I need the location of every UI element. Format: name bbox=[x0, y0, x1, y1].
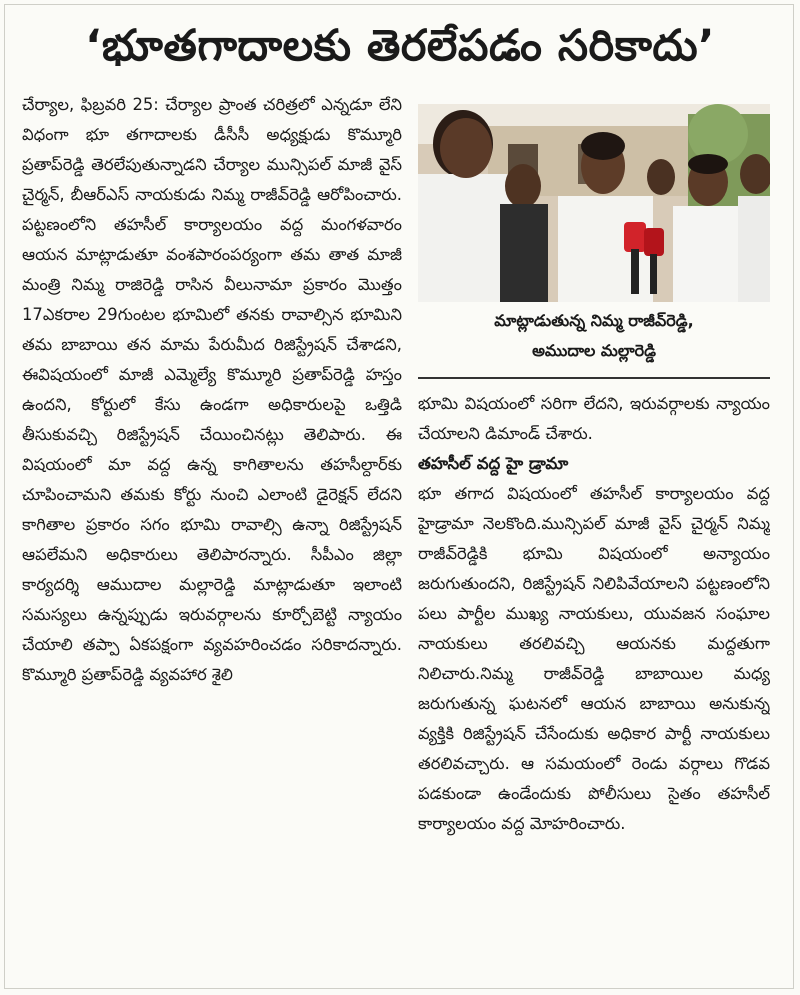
article-subheading: తహసీల్ వద్ద హై డ్రామా bbox=[418, 454, 569, 473]
caption-divider bbox=[418, 377, 770, 379]
headline: ‘భూతగాదాలకు తెరలేపడం సరికాదు’ bbox=[85, 21, 715, 71]
photo-caption-line2: అముదాల మల్లారెడ్డి bbox=[532, 341, 656, 360]
news-photo-illustration bbox=[418, 104, 770, 302]
photo-caption-line1: మాట్లాడుతున్న నిమ్మ రాజీవ్‌రెడ్డి, bbox=[494, 311, 694, 330]
article-body-left: చేర్యాల, ఫిబ్రవరి 25: చేర్యాల ప్రాంత చరిత్రలో ఎన్నడూ లేని విధంగా భూ తగాదాలకు డీసీసీ అధ్యక్షుడు కొమ్మూరి ప్రతాప్‌రెడ్డి తెరలేపుతున్నాడని చేర్యాల మున్సిపల్ మాజీ వైస్ చైర్మన్, బీఆర్ఎస్ నాయకుడు నిమ్మ రాజీవ్‌రెడ్డి ఆరోపించారు. పట్టణంలోని తహసీల్ కార్యాలయం వద్ద మంగళవారం ఆయన మాట్లాడుతూ వంశపారంపర్యంగా తమ తాత మాజీ మంత్రి నిమ్మ రాజిరెడ్డి రాసిన వీలునామా ప్రకారం మొత్తం 17ఎకరాల 29గుంటల భూమిలో తనకు రావాల్సిన భూమిని తమ బాబాయి తన మామ పేరుమీద రిజిస్ట్రేషన్ చేశాడని, ఈవిషయంలో మాజీ ఎమ్మెల్యే కొమ్మూరి ప్రతాప్‌రెడ్డి హస్తం ఉందని, కోర్టులో కేసు ఉండగా అధికారులపై ఒత్తిడి తీసుకువచ్చి రిజిస్ట్రేషన్ చేయించినట్లు తెలిపారు. ఈ విషయంలో మా వద్ద ఉన్న కాగితాలను తహసీల్దార్‌కు చూపించామని తమకు కోర్టు నుంచి ఎలాంటి డైరెక్షన్ లేదని కాగితాల ప్రకారం సగం భూమి రావాల్సి ఉన్నా రిజిస్ట్రేషన్ ఆపలేమని అధికారులు తెలిపారన్నారు. సీపీఎం జిల్లా కార్యదర్శి ఆముదాల మల్లారెడ్డి మాట్లాడుతూ ఇలాంటి సమస్యలు ఉన్నప్పుడు ఇరువర్గాలను కూర్చోబెట్టి న్యాయం చేయాలి తప్పా ఏకపక్షంగా వ్యవహరించడం సరికాదన్నారు. కొమ్మూరి ప్రతాప్‌రెడ్డి వ్యవహార శైలి bbox=[22, 95, 402, 684]
article-body-right-1: భూమి విషయంలో సరిగా లేదని, ఇరువర్గాలకు న్యాయం చేయాలని డిమాండ్ చేశారు. bbox=[418, 394, 770, 443]
article-column-right bbox=[418, 389, 770, 985]
article-column-left bbox=[22, 90, 402, 985]
news-photo bbox=[418, 104, 770, 302]
article-body-right-2: భూ తగాద విషయంలో తహసీల్ కార్యాలయం వద్ద హైడ్రామా నెలకొంది.మున్సిపల్ మాజీ వైస్ చైర్మన్ నిమ్మ రాజీవ్‌రెడ్డికి భూమి విషయంలో అన్యాయం జరుగుతుందని, రిజిస్ట్రేషన్ నిలిపివేయాలని పట్టణంలోని పలు పార్టీల ముఖ్య నాయకులు, యువజన సంఘాల నాయకులు తరలివచ్చి ఆయనకు మద్దతుగా నిలిచారు.నిమ్మ రాజీవ్‌రెడ్డి బాబాయిల మధ్య జరుగుతున్న ఘటనలో ఆయన బాబాయి అనుకున్న వ్యక్తికి రిజిస్ట్రేషన్ చేసేందుకు అధికార పార్టీ నాయకులు తరలివచ్చారు. ఆ సమయంలో రెండు వర్గాలు గొడవ పడకుండా ఉండేందుకు పోలీసులు సైతం తహసీల్ కార్యాలయం వద్ద మోహరించారు. bbox=[418, 484, 770, 833]
photo-caption bbox=[418, 306, 770, 366]
